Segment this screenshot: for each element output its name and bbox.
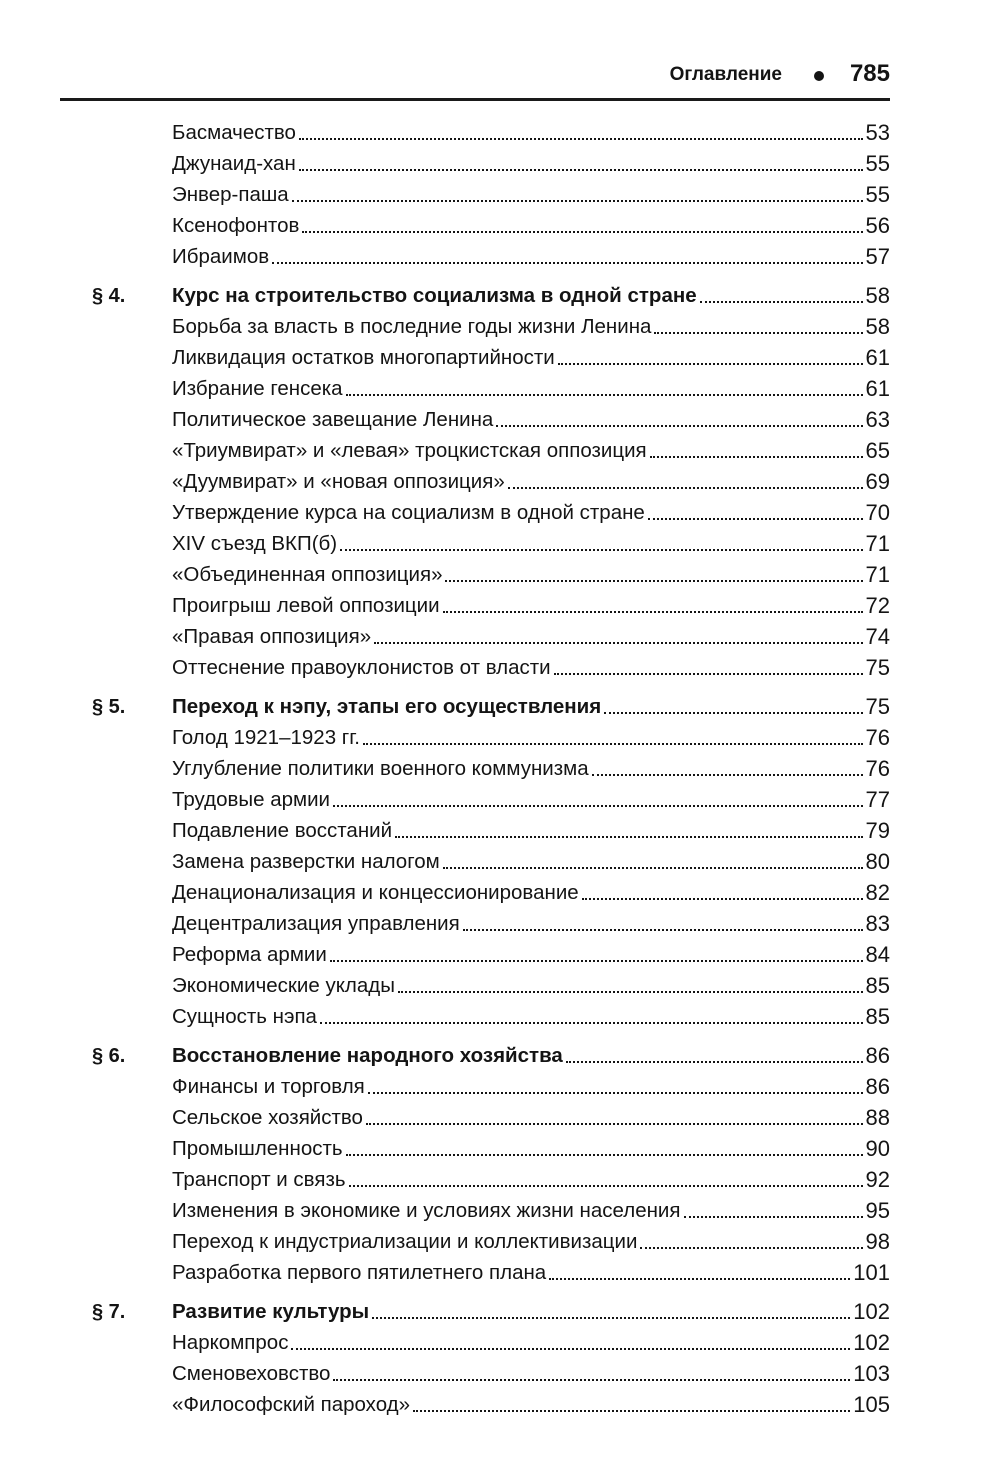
toc-entry-title: Сущность нэпа	[172, 1005, 317, 1028]
toc-entry-page: 92	[865, 1167, 890, 1192]
toc-entry-page: 77	[865, 787, 890, 812]
toc-entry-page: 70	[865, 500, 890, 525]
toc-entry-title: Развитие культуры	[172, 1300, 370, 1323]
toc-entry	[100, 339, 890, 370]
toc-entry	[100, 1254, 890, 1285]
toc-entry-title: Проигрыш левой оппозиции	[172, 594, 440, 617]
toc-entry-title: Басмачество	[172, 121, 296, 144]
toc-entry-page: 71	[865, 562, 890, 587]
toc-entry-title: «Правая оппозиция»	[172, 625, 372, 648]
toc-entry-title: «Дуумвират» и «новая оппозиция»	[172, 470, 505, 493]
running-head: Оглавление	[669, 64, 782, 85]
toc-entry	[100, 1099, 890, 1130]
toc-entry-title: Сельское хозяйство	[172, 1106, 363, 1129]
toc-entry-title: Ликвидация остатков многопартийности	[172, 346, 555, 369]
toc-section-heading	[92, 1037, 890, 1068]
toc-entry-title: Избрание генсека	[172, 377, 343, 400]
toc-entry-title: «Философский пароход»	[172, 1393, 411, 1416]
dot-leader	[302, 231, 862, 233]
toc-entry-page: 65	[865, 438, 890, 463]
toc-entry-page: 53	[865, 120, 890, 145]
dot-leader	[368, 1092, 863, 1094]
toc-entry-title: Замена разверстки налогом	[172, 850, 440, 873]
dot-leader	[395, 836, 862, 838]
toc-entry-title: Углубление политики военного коммунизма	[172, 757, 589, 780]
dot-leader	[346, 394, 863, 396]
toc-section	[92, 688, 890, 1029]
toc-entry	[100, 618, 890, 649]
toc-section	[92, 277, 890, 680]
toc-entry-page: 57	[865, 244, 890, 269]
dot-leader	[272, 262, 862, 264]
dot-leader	[604, 712, 862, 714]
toc-entry-title: Джунаид-хан	[172, 152, 296, 175]
toc-entry-page: 58	[865, 314, 890, 339]
dot-leader	[554, 673, 863, 675]
toc-entry-title: Экономические уклады	[172, 974, 395, 997]
toc-entry-page: 71	[865, 531, 890, 556]
toc-entry-page: 56	[865, 213, 890, 238]
toc-entry	[100, 432, 890, 463]
toc-entry-page: 76	[865, 725, 890, 750]
toc-entry-page: 85	[865, 973, 890, 998]
toc-entry-page: 74	[865, 624, 890, 649]
toc-entry	[100, 781, 890, 812]
toc-entry-page: 82	[865, 880, 890, 905]
toc-entry-title: Разработка первого пятилетнего плана	[172, 1261, 547, 1284]
toc-entry-title: Ибраимов	[172, 245, 270, 268]
dot-leader	[566, 1061, 863, 1063]
dot-leader	[558, 363, 863, 365]
toc-entry	[100, 719, 890, 750]
toc-entry	[100, 750, 890, 781]
toc-entry-page: 98	[865, 1229, 890, 1254]
toc-entry-page: 63	[865, 407, 890, 432]
toc-entry-title: Голод 1921–1923 гг.	[172, 726, 360, 749]
toc-entry-title: XIV съезд ВКП(б)	[172, 532, 338, 555]
dot-leader	[333, 805, 863, 807]
dot-leader	[648, 518, 863, 520]
toc-entry-page: 105	[853, 1392, 890, 1417]
toc-entry	[100, 967, 890, 998]
dot-leader	[640, 1247, 862, 1249]
toc-entry-page: 72	[865, 593, 890, 618]
dot-leader	[463, 929, 863, 931]
dot-leader	[650, 456, 863, 458]
toc-entry-page: 61	[865, 376, 890, 401]
toc-entry-page: 75	[865, 655, 890, 680]
section-number: § 6.	[92, 1045, 126, 1067]
toc-entry-title: Промышленность	[172, 1137, 343, 1160]
dot-leader	[700, 301, 863, 303]
toc-section-heading	[92, 1293, 890, 1324]
toc-entry-title: «Объединенная оппозиция»	[172, 563, 443, 586]
section-number: § 5.	[92, 696, 126, 718]
dot-leader	[349, 1185, 863, 1187]
toc-entry-page: 102	[853, 1330, 890, 1355]
dot-leader	[330, 960, 863, 962]
toc-entry	[100, 649, 890, 680]
toc-entry	[100, 1386, 890, 1417]
toc-entry-page: 101	[853, 1260, 890, 1285]
toc-entry-page: 80	[865, 849, 890, 874]
toc-entry	[100, 1324, 890, 1355]
toc-entry	[100, 843, 890, 874]
dot-leader	[496, 425, 862, 427]
dot-leader	[654, 332, 862, 334]
toc-entry-page: 102	[853, 1299, 890, 1324]
toc-entry-page: 90	[865, 1136, 890, 1161]
toc-entry-title: Энвер-паша	[172, 183, 289, 206]
toc-entry-title: Сменовеховство	[172, 1362, 331, 1385]
toc-entry	[100, 145, 890, 176]
toc-entry-title: Наркомпрос	[172, 1331, 289, 1354]
dot-leader	[299, 169, 863, 171]
toc-entry-page: 75	[865, 694, 890, 719]
dot-leader	[333, 1379, 850, 1381]
dot-leader	[445, 580, 862, 582]
toc-section-heading	[92, 277, 890, 308]
toc-entry-page: 95	[865, 1198, 890, 1223]
toc-entry	[100, 1223, 890, 1254]
toc-entry-title: Курс на строительство социализма в одной стране	[172, 284, 697, 307]
dot-leader	[291, 1348, 850, 1350]
toc-entry	[100, 998, 890, 1029]
toc-entry	[100, 1192, 890, 1223]
section-number: § 7.	[92, 1301, 126, 1323]
section-number: § 4.	[92, 285, 126, 307]
dot-leader	[684, 1216, 863, 1218]
dot-leader	[508, 487, 863, 489]
dot-leader	[363, 743, 863, 745]
page-number: 785	[849, 60, 890, 87]
toc-entry-title: «Триумвират» и «левая» троцкистская оппозиция	[172, 439, 647, 462]
dot-leader	[443, 611, 863, 613]
toc-entry-title: Политическое завещание Ленина	[172, 408, 494, 431]
toc-entry-page: 61	[865, 345, 890, 370]
toc-entry	[100, 1355, 890, 1386]
toc-entry	[100, 587, 890, 618]
toc-entry-page: 55	[865, 151, 890, 176]
toc-entry-page: 103	[853, 1361, 890, 1386]
toc-entry-title: Переход к нэпу, этапы его осуществления	[172, 695, 602, 718]
dot-leader	[292, 200, 863, 202]
toc-entry-title: Транспорт и связь	[172, 1168, 346, 1191]
toc-entry-title: Финансы и торговля	[172, 1075, 365, 1098]
toc-entry	[100, 308, 890, 339]
dot-leader	[398, 991, 863, 993]
bullet-separator-icon	[814, 71, 824, 81]
toc-entry-title: Реформа армии	[172, 943, 327, 966]
toc-entry	[100, 874, 890, 905]
toc-entry	[100, 556, 890, 587]
toc-entry-title: Борьба за власть в последние годы жизни Ленина	[172, 315, 652, 338]
dot-leader	[372, 1317, 850, 1319]
toc-section-heading	[92, 688, 890, 719]
toc-entry-title: Оттеснение правоуклонистов от власти	[172, 656, 551, 679]
dot-leader	[346, 1154, 863, 1156]
toc-section	[92, 1037, 890, 1285]
toc-entry	[100, 238, 890, 269]
dot-leader	[582, 898, 863, 900]
toc-entry	[100, 176, 890, 207]
dot-leader	[366, 1123, 863, 1125]
toc-entry	[100, 1130, 890, 1161]
toc-entry-title: Денационализация и концессионирование	[172, 881, 579, 904]
dot-leader	[549, 1278, 850, 1280]
toc-section	[100, 114, 890, 269]
dot-leader	[374, 642, 862, 644]
page-header	[60, 58, 890, 101]
toc-entry-page: 88	[865, 1105, 890, 1130]
toc-entry	[100, 1068, 890, 1099]
toc-entry-page: 58	[865, 283, 890, 308]
toc-entry	[100, 370, 890, 401]
toc-entry-page: 79	[865, 818, 890, 843]
toc-entry-page: 86	[865, 1043, 890, 1068]
toc-entry-page: 83	[865, 911, 890, 936]
dot-leader	[340, 549, 862, 551]
toc-entry	[100, 525, 890, 556]
table-of-contents	[92, 114, 890, 1425]
toc-entry-title: Восстановление народного хозяйства	[172, 1044, 563, 1067]
toc-section	[92, 1293, 890, 1417]
toc-entry-title: Децентрализация управления	[172, 912, 460, 935]
dot-leader	[320, 1022, 863, 1024]
toc-entry	[100, 114, 890, 145]
toc-entry-page: 84	[865, 942, 890, 967]
toc-entry	[100, 207, 890, 238]
toc-entry-page: 69	[865, 469, 890, 494]
toc-entry-title: Переход к индустриализации и коллективизации	[172, 1230, 638, 1253]
dot-leader	[443, 867, 863, 869]
toc-entry-title: Утверждение курса на социализм в одной стране	[172, 501, 645, 524]
toc-entry-title: Изменения в экономике и условиях жизни населения	[172, 1199, 681, 1222]
toc-entry	[100, 463, 890, 494]
toc-entry-page: 86	[865, 1074, 890, 1099]
toc-entry	[100, 936, 890, 967]
dot-leader	[592, 774, 863, 776]
dot-leader	[413, 1410, 850, 1412]
toc-entry	[100, 401, 890, 432]
dot-leader	[299, 138, 863, 140]
toc-entry	[100, 1161, 890, 1192]
toc-entry-page: 85	[865, 1004, 890, 1029]
toc-entry	[100, 494, 890, 525]
toc-entry-page: 55	[865, 182, 890, 207]
toc-entry-title: Подавление восстаний	[172, 819, 393, 842]
toc-entry	[100, 812, 890, 843]
toc-entry-title: Ксенофонтов	[172, 214, 300, 237]
toc-entry-page: 76	[865, 756, 890, 781]
toc-entry	[100, 905, 890, 936]
toc-entry-title: Трудовые армии	[172, 788, 330, 811]
